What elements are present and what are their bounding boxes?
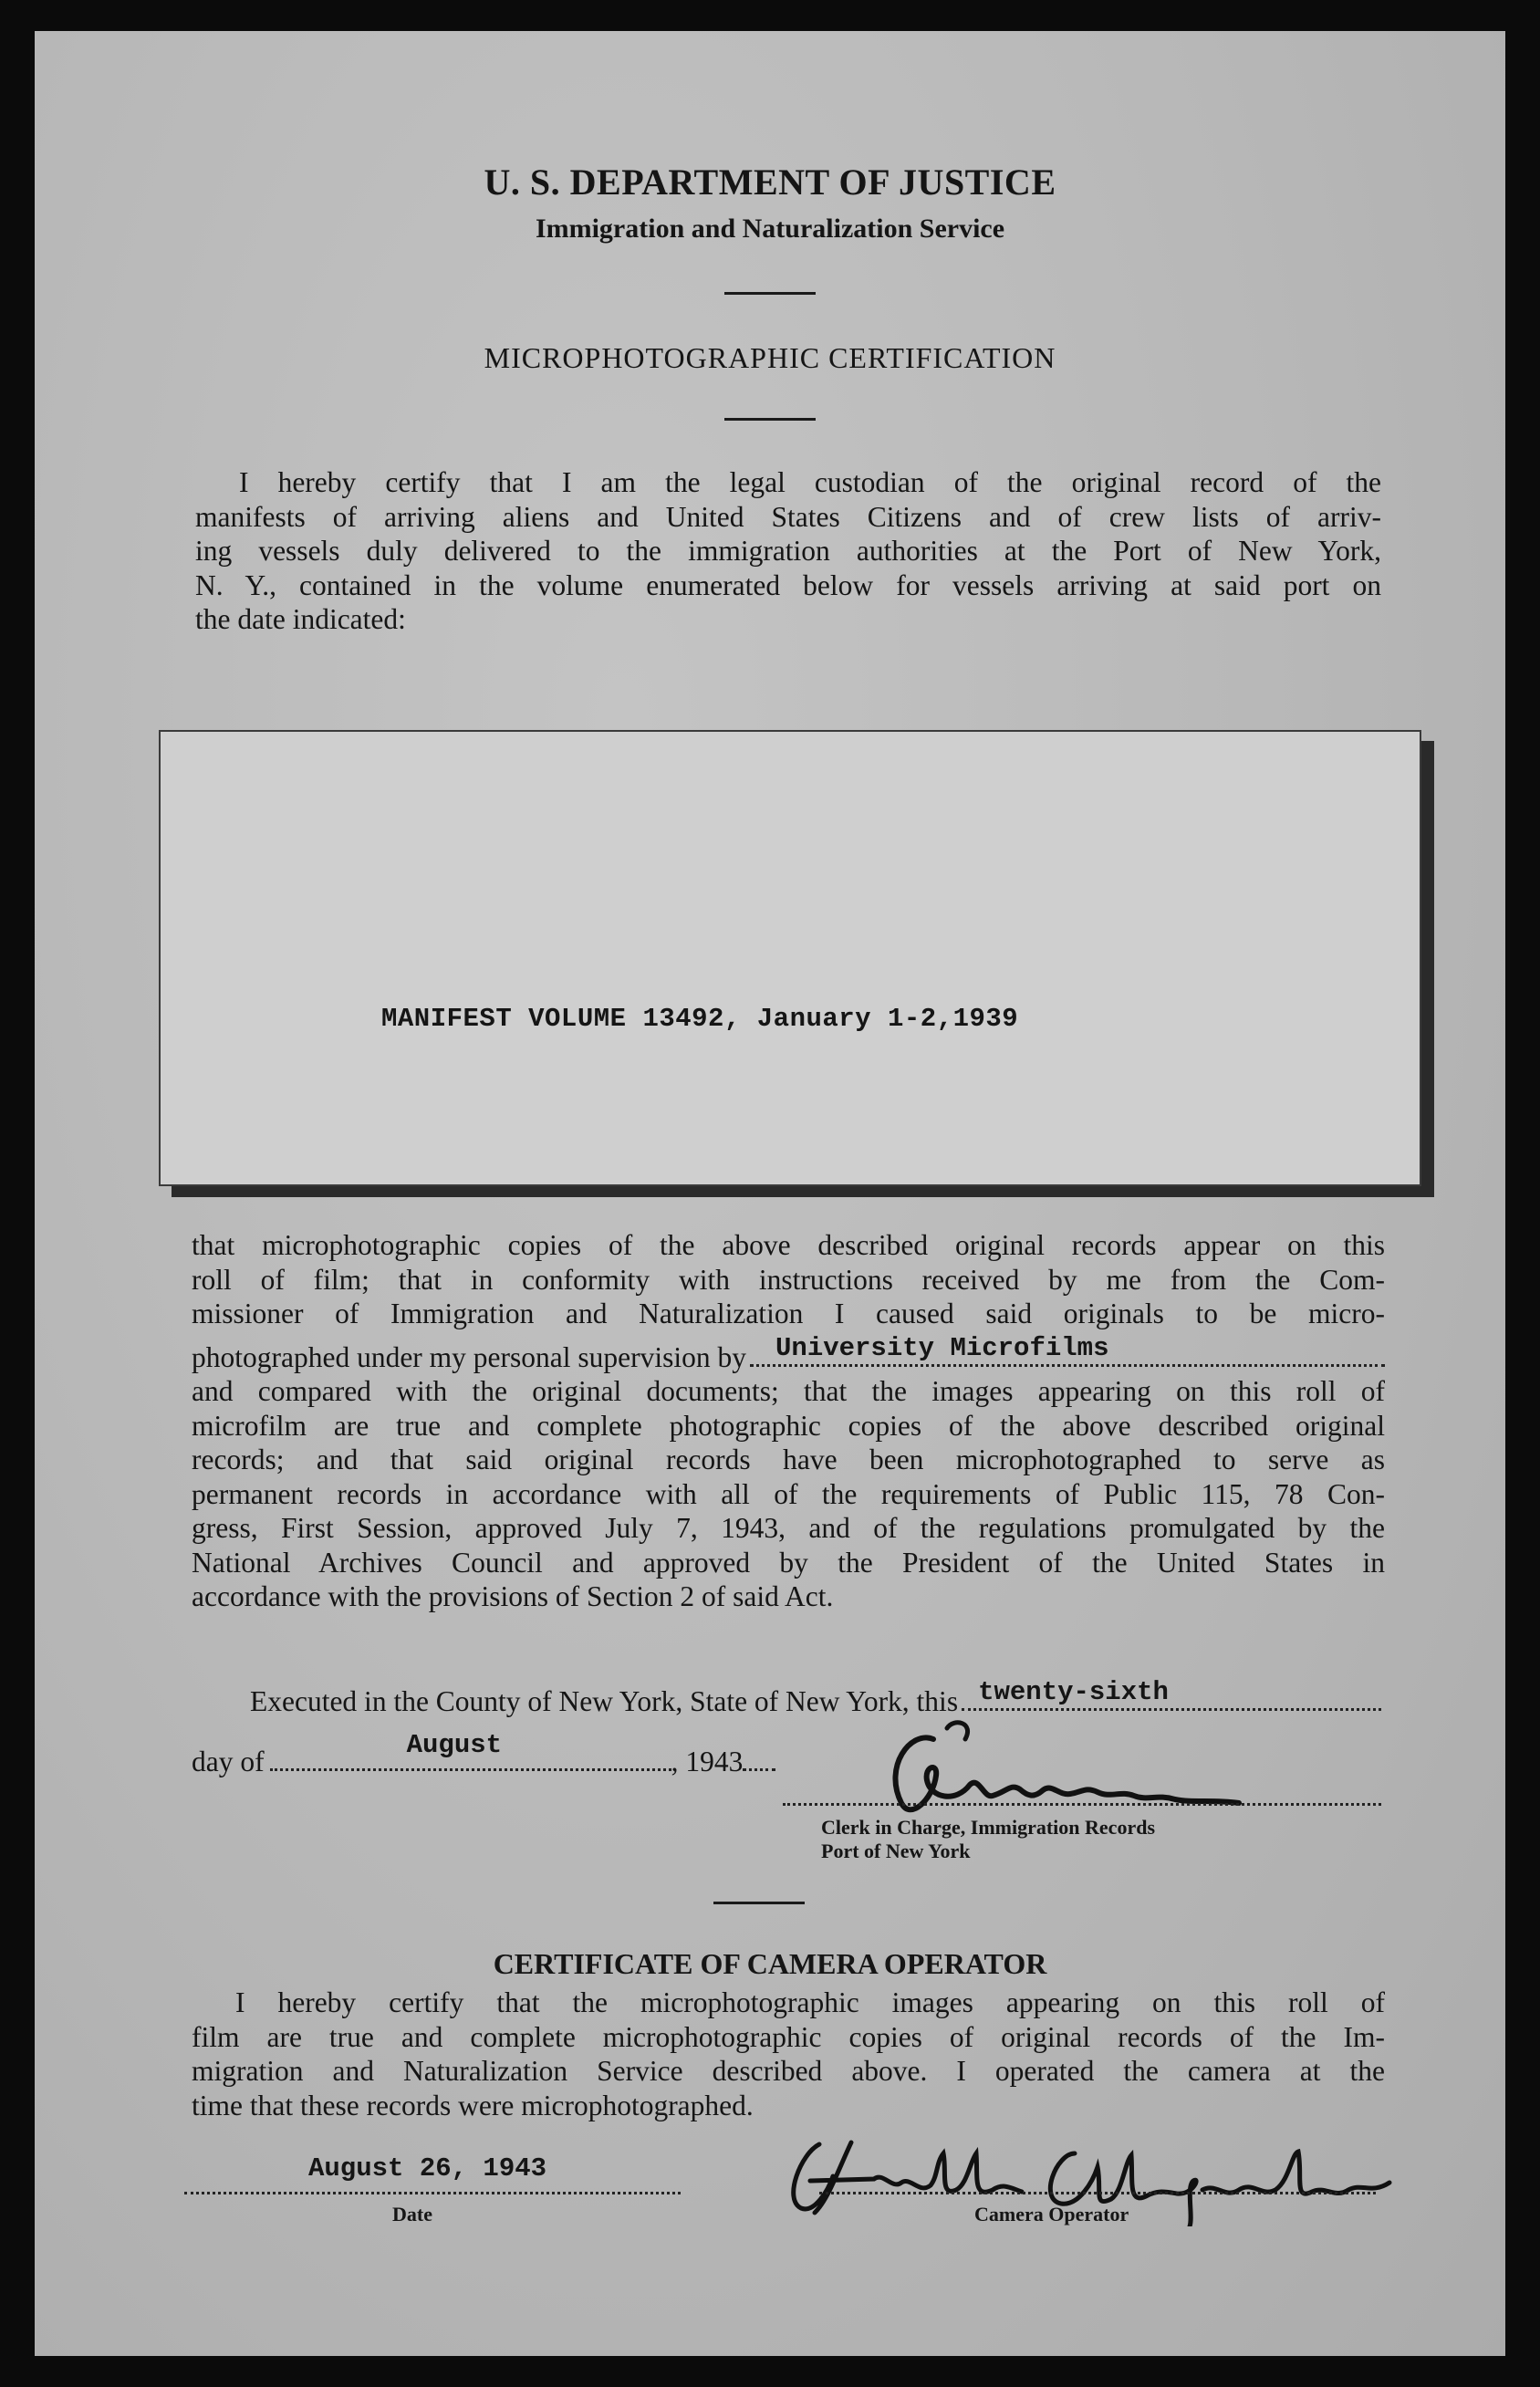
clerk-title-line2: Port of New York [821, 1840, 971, 1862]
camera-line: migration and Naturalization Service described above. I operated the camera at the [192, 2055, 1385, 2087]
year-text: , 1943 [671, 1746, 744, 1777]
clerk-title [821, 1816, 1155, 1863]
year-dots [743, 1741, 775, 1771]
body-line: records; and that said original records have been microphotographed to serve as [192, 1444, 1385, 1475]
body-line: that microphotographic copies of the above described original records appear on this [192, 1229, 1385, 1261]
camera-line: time that these records were microphotographed. [192, 2089, 754, 2121]
day-of-line [192, 1730, 830, 1779]
date-line [184, 2188, 681, 2194]
month-value: August [406, 1730, 503, 1760]
operator-label: Camera Operator [974, 2203, 1129, 2225]
body-line: accordance with the provisions of Section 2 of said Act. [192, 1580, 834, 1612]
camera-operator-paragraph [192, 1986, 1385, 2122]
certificate-page [35, 31, 1505, 2356]
clerk-title-line1: Clerk in Charge, Immigration Records [821, 1816, 1156, 1839]
body-line: microfilm are true and complete photographic copies of the above described original [192, 1409, 1385, 1442]
camera-line: I hereby certify that the microphotographic images appearing on this roll of [235, 1986, 1385, 2018]
certification-title: MICROPHOTOGRAPHIC CERTIFICATION [484, 341, 1056, 374]
operator-line [819, 2188, 1376, 2194]
manifest-volume-text: MANIFEST VOLUME 13492, January 1-2,1939 [381, 1004, 1019, 1034]
body-paragraph [192, 1228, 1385, 1614]
intro-line: the date indicated: [195, 603, 406, 635]
body-line: and compared with the original documents; that the images appearing on this roll of [192, 1375, 1385, 1407]
intro-line: manifests of arriving aliens and United States Citizens and of crew lists of arriv- [195, 500, 1381, 533]
clerk-signature-line [783, 1799, 1381, 1806]
manifest-card [159, 730, 1421, 1186]
service-subtitle: Immigration and Naturalization Service [535, 214, 1005, 244]
body-line: missioner of Immigration and Naturalization I caused said originals to be micro- [192, 1298, 1385, 1329]
divider [724, 418, 816, 421]
body-line: gress, First Session, approved July 7, 1943, and of the regulations promulgated by the [192, 1512, 1385, 1544]
body-line: roll of film; that in conformity with instructions received by me from the Com- [192, 1263, 1385, 1296]
executed-label: Executed in the County of New York, State of New York, this [250, 1685, 959, 1717]
camera-operator-title: CERTIFICATE OF CAMERA OPERATOR [493, 1947, 1047, 1980]
department-title: U. S. DEPARTMENT OF JUSTICE [484, 162, 1056, 203]
clerk-signature [847, 1712, 1321, 1830]
month-field [270, 1730, 671, 1771]
photographed-by-line [192, 1332, 1385, 1375]
date-value: August 26, 1943 [308, 2153, 547, 2184]
day-value: twenty-sixth [978, 1677, 1169, 1707]
date-label: Date [392, 2203, 432, 2225]
intro-line: I hereby certify that I am the legal custodian of the original record of the [239, 466, 1381, 498]
intro-line: N. Y., contained in the volume enumerated below for vessels arriving at said port on [195, 568, 1381, 601]
body-line: National Archives Council and approved by the President of the United States in [192, 1546, 1385, 1579]
day-of-label: day of [192, 1746, 265, 1777]
photographed-by-value: University Microfilms [775, 1332, 1109, 1363]
camera-line: film are true and complete microphotographic copies of original records of the Im- [192, 2020, 1385, 2053]
day-field [962, 1677, 1381, 1711]
intro-paragraph [195, 465, 1381, 637]
photographed-by-field [750, 1332, 1385, 1367]
photographed-by-label: photographed under my personal supervision by [192, 1340, 747, 1373]
body-line: permanent records in accordance with all of the requirements of Public 115, 78 Con- [192, 1477, 1385, 1510]
divider [724, 292, 816, 295]
intro-line: ing vessels duly delivered to the immigration authorities at the Port of New York, [195, 535, 1381, 567]
divider [713, 1902, 805, 1904]
